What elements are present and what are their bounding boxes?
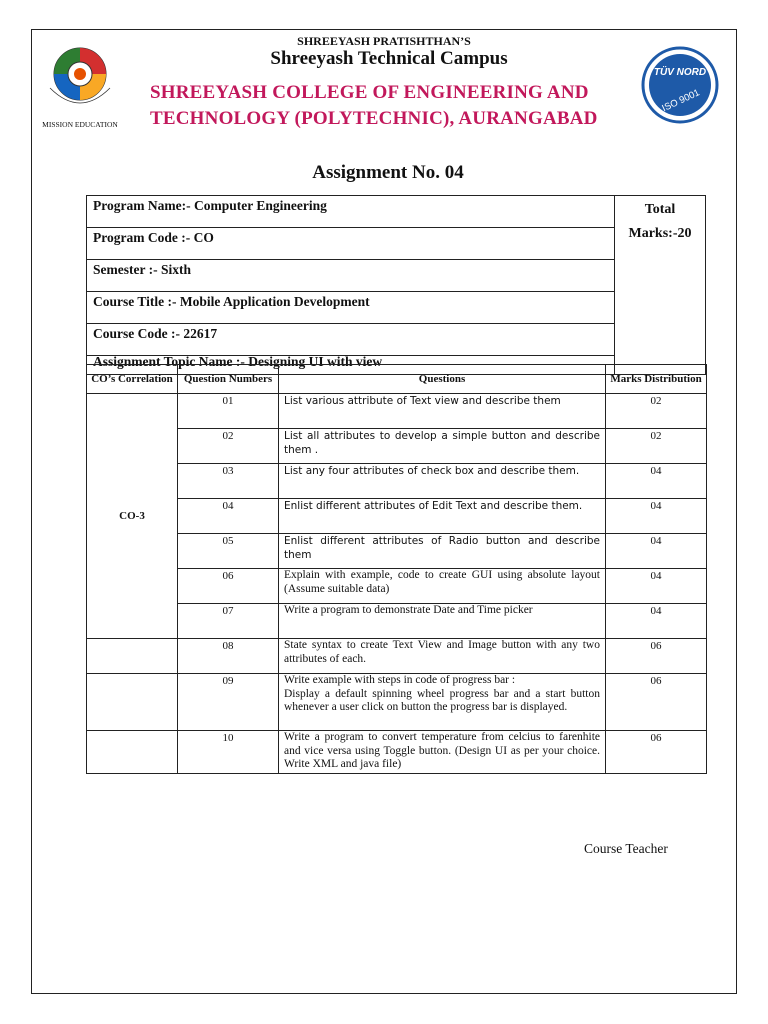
assignment-title: Assignment No. 04 (312, 162, 464, 183)
header-marks-distribution: Marks Distribution (606, 365, 707, 394)
question-marks: 02 (606, 394, 707, 429)
question-text: Write a program to convert temperature from celcius to farenhite and vice versa using Toggle button. (Design UI as per your choice. Write XML and java file) (279, 731, 606, 774)
program-code: Program Code :- CO (87, 228, 615, 260)
question-number: 10 (178, 731, 279, 774)
question-number: 06 (178, 569, 279, 604)
questions-table (86, 364, 707, 774)
question-marks: 06 (606, 674, 707, 731)
question-marks: 06 (606, 731, 707, 774)
program-name: Program Name:- Computer Engineering (87, 196, 615, 228)
total-marks-cell (615, 196, 706, 375)
trust-name: SHREEYASH PRATISHTHAN’S (297, 34, 471, 48)
header-question-numbers: Question Numbers (178, 365, 279, 394)
program-info-table (86, 195, 706, 375)
table-row (87, 604, 707, 639)
table-row (87, 429, 707, 464)
question-text: List various attribute of Text view and describe them (279, 394, 606, 429)
question-number: 05 (178, 534, 279, 569)
question-marks: 04 (606, 464, 707, 499)
question-number: 04 (178, 499, 279, 534)
course-code: Course Code :- 22617 (87, 324, 615, 356)
table-row (87, 499, 707, 534)
question-text: Explain with example, code to create GUI using absolute layout (Assume suitable data) (279, 569, 606, 604)
question-number: 07 (178, 604, 279, 639)
question-text: List any four attributes of check box and describe them. (279, 464, 606, 499)
question-text: Enlist different attributes of Edit Text and describe them. (279, 499, 606, 534)
question-number: 01 (178, 394, 279, 429)
total-label: Total (644, 202, 676, 217)
co-correlation-cell: CO-3 (87, 394, 178, 639)
co-correlation-empty (87, 731, 178, 774)
svg-text:ISO 9001: ISO 9001 (660, 87, 702, 115)
svg-text:TÜV NORD: TÜV NORD (653, 67, 707, 78)
question-marks: 04 (606, 499, 707, 534)
question-text: State syntax to create Text View and Image button with any two attributes of each. (279, 639, 606, 674)
campus-name: Shreeyash Technical Campus (270, 48, 508, 69)
question-text: List all attributes to develop a simple button and describe them . (279, 429, 606, 464)
question-marks: 04 (606, 534, 707, 569)
table-row (87, 464, 707, 499)
course-title: Course Title :- Mobile Application Development (87, 292, 615, 324)
total-marks: Marks:-20 (628, 226, 692, 241)
college-name-line-1: SHREEYASH COLLEGE OF ENGINEERING AND (150, 82, 589, 103)
question-marks: 04 (606, 569, 707, 604)
question-text: Write example with steps in code of progress bar : (284, 674, 516, 686)
table-row (87, 534, 707, 569)
svg-text:MISSION EDUCATION: MISSION EDUCATION (42, 120, 118, 129)
question-number: 08 (178, 639, 279, 674)
question-marks: 06 (606, 639, 707, 674)
question-text-cell (279, 674, 606, 731)
question-marks: 04 (606, 604, 707, 639)
header-co-correlation: CO’s Correlation (87, 365, 178, 394)
question-text: Enlist different attributes of Radio button and describe them (279, 534, 606, 569)
header-questions: Questions (279, 365, 606, 394)
table-row (87, 639, 707, 674)
table-row (87, 569, 707, 604)
question-text: Write a program to demonstrate Date and Time picker (279, 604, 606, 639)
table-row (87, 731, 707, 774)
table-row (87, 394, 707, 429)
question-detail: Display a default spinning wheel progress bar and a start button whenever a user click on button the progress bar is displayed. (284, 687, 600, 713)
co-correlation-empty (87, 674, 178, 731)
question-number: 09 (178, 674, 279, 731)
question-number: 02 (178, 429, 279, 464)
co-correlation-empty (87, 639, 178, 674)
course-teacher-signature-label: Course Teacher (584, 841, 668, 856)
question-marks: 02 (606, 429, 707, 464)
table-row (87, 674, 707, 731)
college-name-line-2: TECHNOLOGY (POLYTECHNIC), AURANGABAD (150, 108, 598, 129)
assignment-topic: Assignment Topic Name :- Designing UI with view (87, 356, 615, 375)
question-number: 03 (178, 464, 279, 499)
semester: Semester :- Sixth (87, 260, 615, 292)
